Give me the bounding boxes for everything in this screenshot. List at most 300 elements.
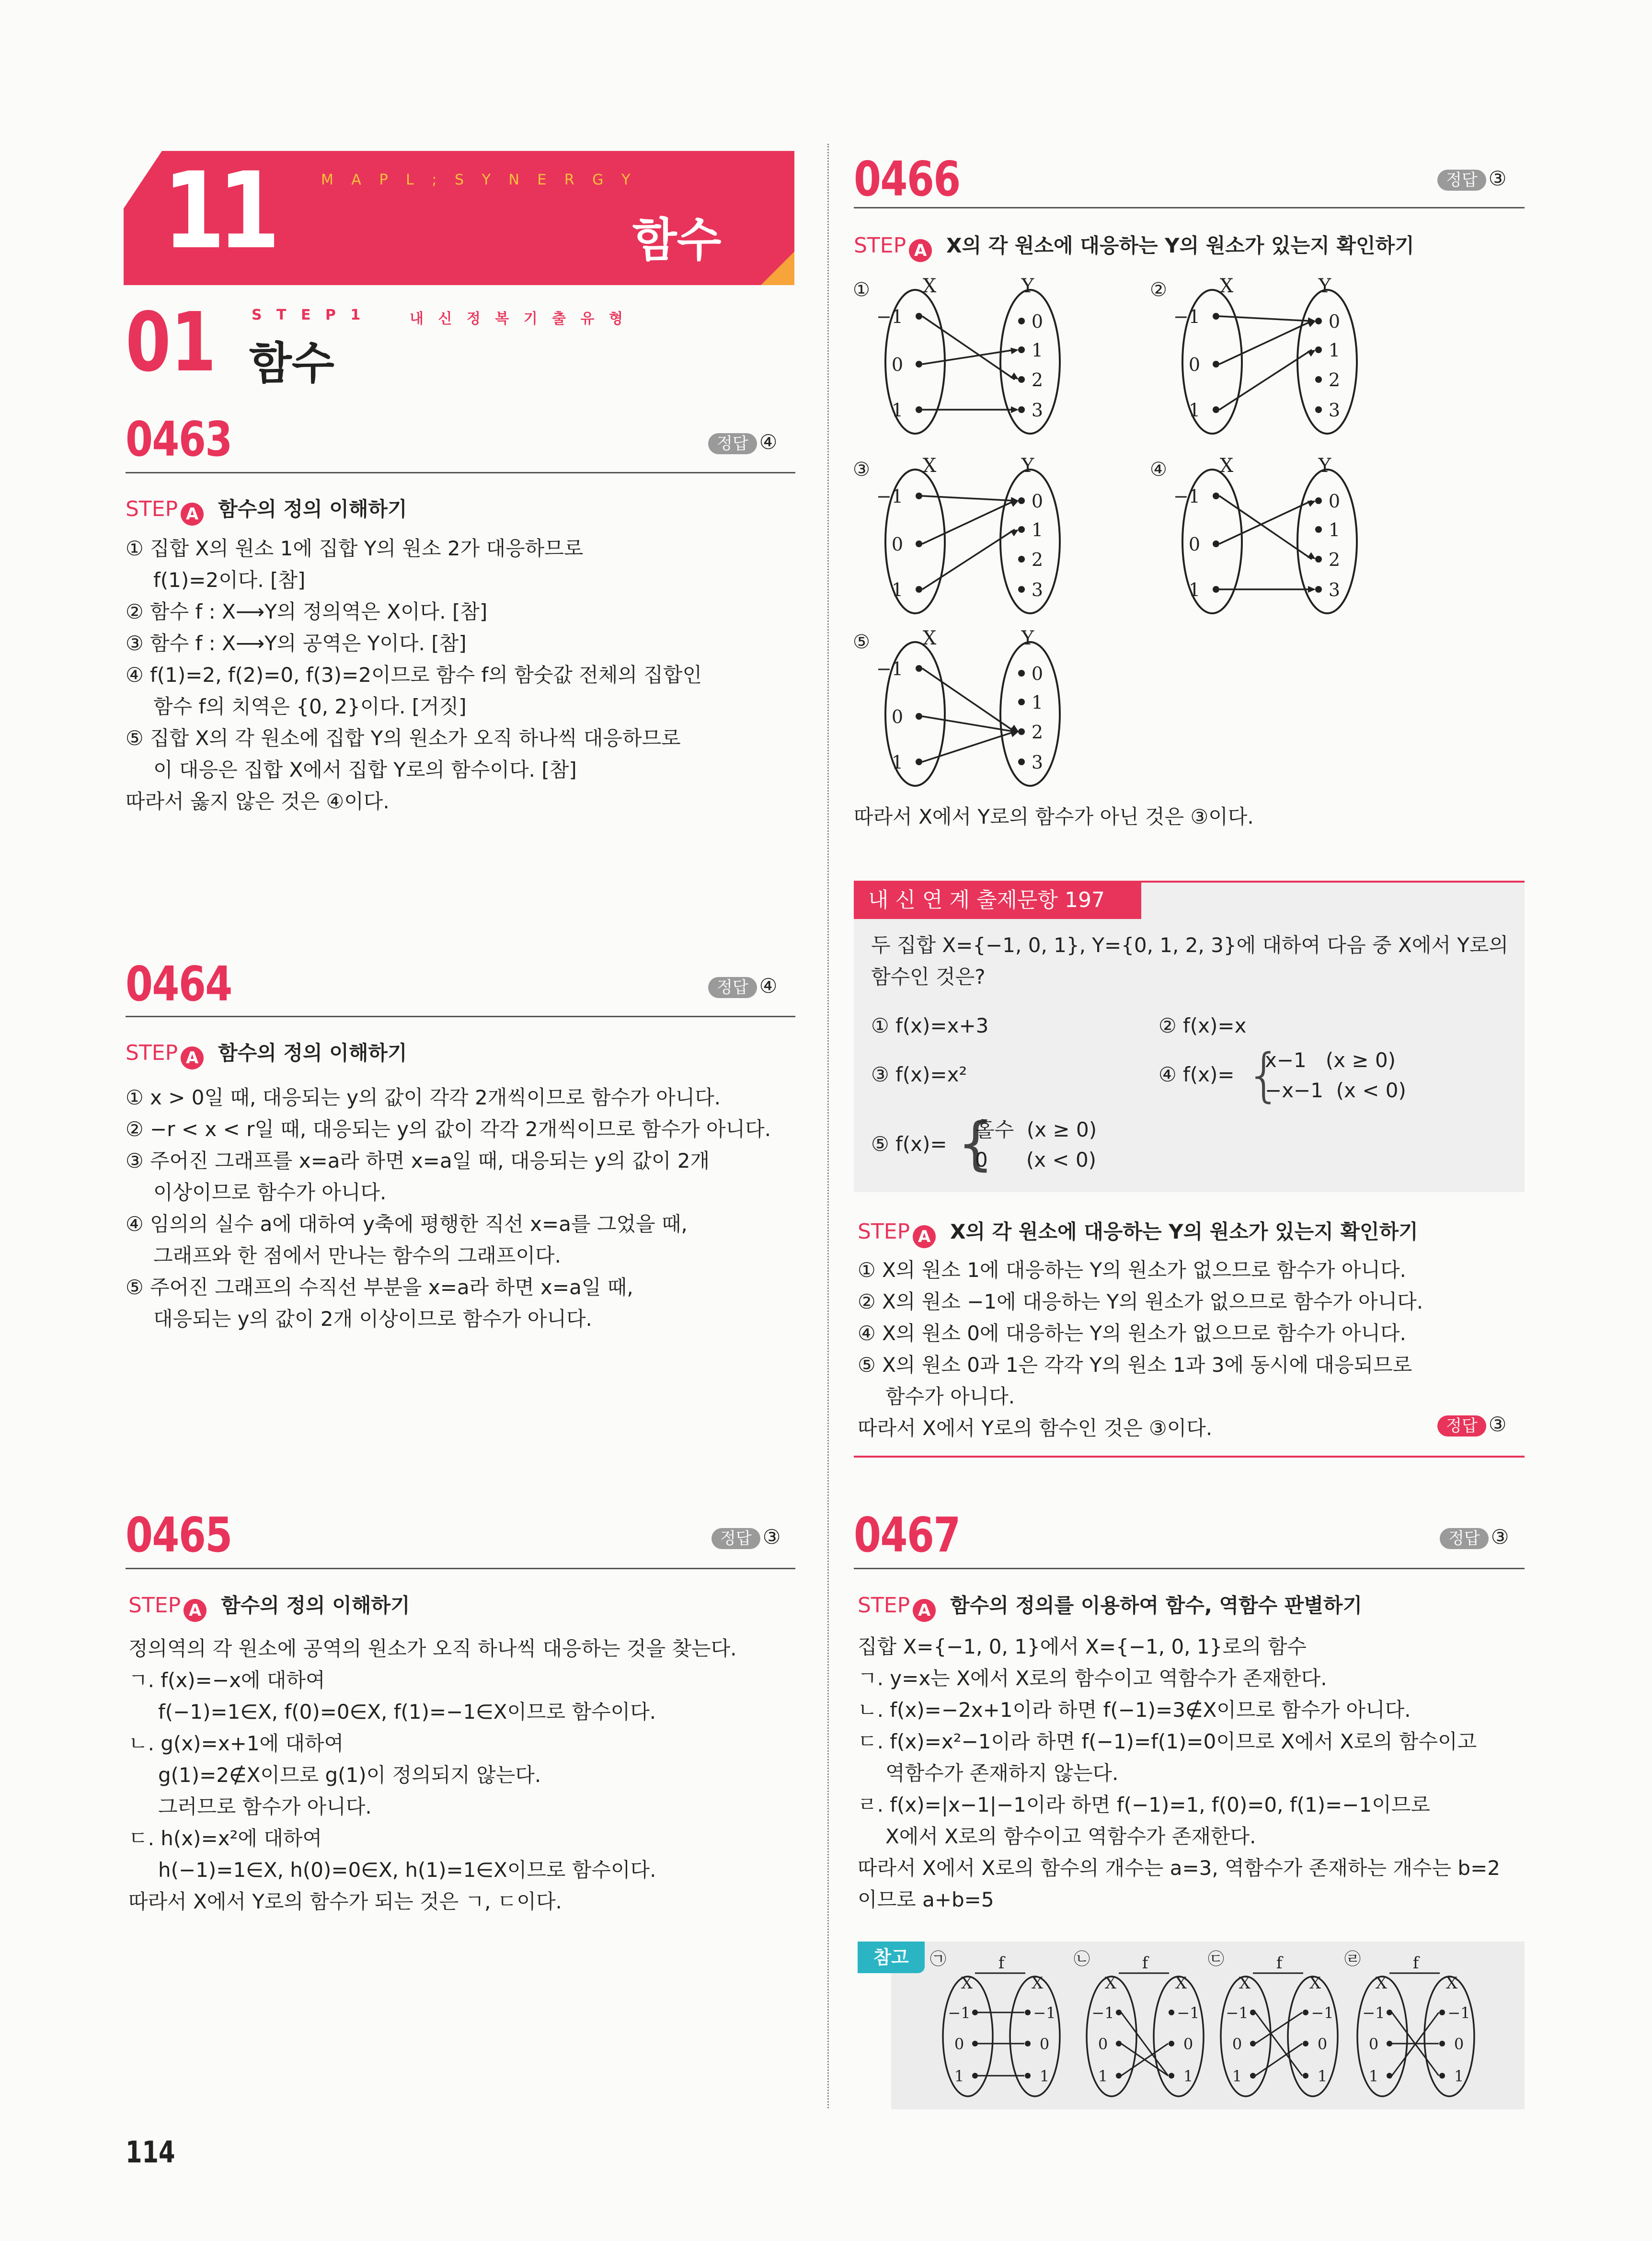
y-point <box>1303 2010 1308 2015</box>
solution-line: 따라서 X에서 Y로의 함수인 것은 ③이다. <box>858 1416 1213 1440</box>
solution-line: ⑤ 주어진 그래프의 수직선 부분을 x=a라 하면 x=a일 때, <box>126 1276 633 1299</box>
y-element: −1 <box>1311 2004 1334 2022</box>
set-x-ellipse <box>1221 1977 1271 2096</box>
y-point <box>1315 318 1322 324</box>
x-point <box>972 2041 978 2046</box>
solution-0463 <box>126 533 702 817</box>
set-x-label: X <box>1239 1974 1251 1993</box>
conclusion-0466: 따라서 X에서 Y로의 함수가 아닌 것은 ③이다. <box>854 805 1254 828</box>
set-x-label: X <box>1375 1974 1388 1993</box>
y-point <box>1315 346 1322 353</box>
solution-line: g(1)=2∉X이므로 g(1)이 정의되지 않는다. <box>158 1763 541 1787</box>
mapping-arrow <box>1121 2012 1168 2076</box>
answer-value: ③ <box>1488 1413 1507 1436</box>
y-point <box>1315 497 1322 504</box>
x-element: 1 <box>1188 400 1200 421</box>
y-element: 1 <box>1039 2067 1050 2085</box>
x-element: −1 <box>1091 2004 1114 2022</box>
set-y-ellipse <box>1010 1977 1060 2096</box>
solution-line: ③ 함수 f : X⟶Y의 공역은 Y이다. [참] <box>126 632 467 655</box>
choice-5: ⑤ f(x)= <box>871 1132 947 1156</box>
x-point <box>1387 2041 1392 2046</box>
answer-tag-0466 <box>1437 167 1506 190</box>
y-element: 0 <box>1039 2035 1050 2053</box>
diagram-label: ⑤ <box>853 631 870 653</box>
y-element: 1 <box>1454 2067 1464 2085</box>
diagram-label: ③ <box>853 459 870 481</box>
solution-line: 이 대응은 집합 X에서 집합 Y로의 함수이다. [참] <box>153 758 577 781</box>
x-point <box>1213 313 1219 320</box>
y-point <box>1018 376 1025 383</box>
y-element: 0 <box>1317 2035 1328 2053</box>
choice-4: ④ f(x)= <box>1159 1063 1235 1086</box>
solution-line: 따라서 옳지 않은 것은 ④이다. <box>126 790 390 813</box>
problem-number-0464: 0464 <box>126 956 232 1012</box>
solution-0467 <box>858 1631 1500 1916</box>
arrow-head <box>1010 346 1019 354</box>
y-element: −1 <box>1447 2004 1470 2022</box>
set-y-ellipse <box>1288 1977 1338 2096</box>
column-divider <box>827 144 829 2108</box>
section-number: 01 <box>126 295 217 390</box>
set-y-ellipse <box>1154 1977 1204 2096</box>
answer-badge: 정답 <box>708 977 757 998</box>
x-point <box>1250 2010 1256 2015</box>
solution-line: 이상이므로 함수가 아니다. <box>153 1181 387 1204</box>
y-element: 2 <box>1031 369 1044 391</box>
solution-line: ⑤ X의 원소 0과 1은 각각 Y의 원소 1과 3에 동시에 대응되므로 <box>858 1353 1412 1377</box>
x-point <box>1116 2010 1122 2015</box>
solution-line: 그러므로 함수가 아니다. <box>158 1795 372 1818</box>
x-element: 1 <box>1188 579 1200 600</box>
section-title: 함수 <box>249 338 334 389</box>
naesin-tag: 내 신 연 계 출제문항 197 <box>854 882 1141 919</box>
step-letter: A <box>909 239 932 262</box>
y-element: 0 <box>1031 663 1044 684</box>
y-point <box>1018 728 1025 735</box>
answer-value: ③ <box>762 1525 781 1549</box>
set-x-label: X <box>922 455 937 477</box>
y-element: 2 <box>1031 549 1044 570</box>
solution-line: ① 집합 X의 원소 1에 집합 Y의 원소 2가 대응하므로 <box>126 537 584 560</box>
y-point <box>1018 556 1025 563</box>
set-y-label: Y <box>1021 275 1034 297</box>
answer-badge: 정답 <box>711 1528 760 1549</box>
x-point <box>916 586 922 593</box>
diagram-label: ① <box>853 279 870 301</box>
note-label: ㉣ <box>1344 1950 1361 1969</box>
y-element: 2 <box>1031 722 1044 743</box>
y-element: 3 <box>1031 752 1044 773</box>
mapping-diagram <box>1150 455 1357 613</box>
divider <box>126 1568 795 1569</box>
solution-line: 이므로 a+b=5 <box>858 1888 994 1911</box>
y-point <box>1303 2041 1308 2046</box>
solution-0464 <box>126 1082 771 1335</box>
x-element: 1 <box>891 579 903 600</box>
set-x-label: X <box>1219 455 1234 477</box>
choice-3: ③ f(x)=x² <box>871 1063 967 1086</box>
x-element: 0 <box>891 706 903 727</box>
x-element: −1 <box>1362 2004 1385 2022</box>
question-line: 함수인 것은? <box>871 965 986 988</box>
y-element: 3 <box>1328 579 1341 600</box>
function-label: f <box>998 1954 1005 1973</box>
x-point <box>972 2073 978 2079</box>
y-element: 0 <box>1031 491 1044 512</box>
y-point <box>1025 2073 1031 2079</box>
mapping-arrow <box>1255 2044 1302 2076</box>
solution-line: ㄷ. h(x)=x²에 대하여 <box>128 1827 322 1850</box>
problem-number-0466: 0466 <box>854 151 960 207</box>
set-x-ellipse <box>943 1977 993 2096</box>
x-element: 0 <box>1368 2035 1379 2053</box>
x-element: −1 <box>948 2004 971 2022</box>
set-x-label: X <box>922 275 937 297</box>
arrow-head <box>1011 406 1019 413</box>
note-label: ㉡ <box>1074 1950 1090 1969</box>
y-point <box>1018 699 1025 705</box>
note-diagram <box>1074 1950 1204 2096</box>
y-point <box>1018 406 1025 413</box>
y-point <box>1315 526 1322 533</box>
mapping-arrow <box>922 732 1015 762</box>
y-point <box>1018 346 1025 353</box>
choice-5-case-1: 홀수 (x ≥ 0) <box>975 1118 1097 1141</box>
section-step-name: 내 신 정 복 기 출 유 형 <box>410 310 628 327</box>
solution-line: ② X의 원소 −1에 대응하는 Y의 원소가 없으므로 함수가 아니다. <box>858 1290 1423 1313</box>
step-header-0463 <box>126 494 407 526</box>
x-element: −1 <box>876 306 903 327</box>
question-line: 두 집합 X={−1, 0, 1}, Y={0, 1, 2, 3}에 대하여 다음 중 X에서 Y로의 <box>871 933 1509 957</box>
set-y-label: X <box>1446 1974 1458 1993</box>
y-point <box>1018 497 1025 504</box>
y-point <box>1018 526 1025 533</box>
x-point <box>1116 2041 1122 2046</box>
x-point <box>1387 2073 1392 2079</box>
y-element: 2 <box>1328 549 1341 570</box>
answer-value: ④ <box>759 430 778 454</box>
solution-line: ㄷ. f(x)=x²−1이라 하면 f(−1)=f(1)=0이므로 X에서 X로의 함수이고 <box>858 1730 1477 1753</box>
solution-line: 집합 X={−1, 0, 1}에서 X={−1, 0, 1}로의 함수 <box>858 1635 1307 1658</box>
x-element: 1 <box>1098 2067 1108 2085</box>
x-point <box>1213 406 1219 413</box>
y-element: 3 <box>1031 400 1044 421</box>
step-title: X의 각 원소에 대응하는 Y의 원소가 있는지 확인하기 <box>946 234 1414 257</box>
solution-line: ② −r < x < r일 때, 대응되는 y의 값이 각각 2개씩이므로 함수가 아니다. <box>126 1117 771 1141</box>
answer-tag-0465 <box>711 1525 780 1549</box>
x-point <box>1213 586 1219 593</box>
set-y-label: Y <box>1318 455 1331 477</box>
y-element: 0 <box>1183 2035 1193 2053</box>
step-header-0467 <box>858 1590 1362 1622</box>
solution-line: 따라서 X에서 X로의 함수의 개수는 a=3, 역함수가 존재하는 개수는 b=2 <box>858 1856 1501 1880</box>
brace-icon: { <box>1246 1042 1283 1109</box>
solution-line: h(−1)=1∈X, h(0)=0∈X, h(1)=1∈X이므로 함수이다. <box>158 1858 656 1882</box>
set-x-ellipse <box>1357 1977 1407 2096</box>
solution-line: ㄴ. g(x)=x+1에 대하여 <box>128 1732 344 1755</box>
y-element: 3 <box>1328 400 1341 421</box>
choice-1: ① f(x)=x+3 <box>871 1014 989 1037</box>
note-diagram <box>1344 1950 1474 2096</box>
x-element: 0 <box>1188 534 1200 555</box>
diagram-label: ④ <box>1150 459 1167 481</box>
solution-line: X에서 X로의 함수이고 역함수가 존재한다. <box>885 1825 1256 1848</box>
y-element: 1 <box>1183 2067 1193 2085</box>
answer-value: ③ <box>1488 167 1507 190</box>
solution-line: 정의역의 각 원소에 공역의 원소가 오직 하나씩 대응하는 것을 찾는다. <box>128 1637 737 1660</box>
step-title: 함수의 정의 이해하기 <box>218 1041 407 1065</box>
mapping-arrow <box>1255 2012 1302 2076</box>
solution-line: f(1)=2이다. [참] <box>153 568 306 592</box>
solution-line: ③ 주어진 그래프를 x=a라 하면 x=a일 때, 대응되는 y의 값이 2개 <box>126 1149 710 1172</box>
solution-line: ① x > 0일 때, 대응되는 y의 값이 각각 2개씩이므로 함수가 아니다. <box>126 1086 721 1109</box>
solution-0465 <box>128 1633 737 1918</box>
step-title: 함수의 정의 이해하기 <box>221 1594 410 1617</box>
answer-tag-0463 <box>708 430 777 454</box>
x-point <box>1213 361 1219 368</box>
set-y-ellipse <box>1000 470 1060 613</box>
y-point <box>1315 556 1322 563</box>
note-diagram <box>1208 1950 1338 2096</box>
x-element: 0 <box>891 534 903 555</box>
choice-4-case-2: −x−1 (x < 0) <box>1265 1079 1406 1102</box>
answer-tag-0464 <box>708 974 777 998</box>
y-point <box>1169 2010 1174 2015</box>
step-letter: A <box>913 1225 936 1248</box>
solution-line: 따라서 X에서 Y로의 함수가 되는 것은 ㄱ, ㄷ이다. <box>128 1890 562 1913</box>
x-point <box>1250 2041 1256 2046</box>
y-element: 0 <box>1031 311 1044 332</box>
mapping-diagram <box>853 627 1060 786</box>
x-point <box>1213 540 1219 547</box>
x-point <box>1387 2010 1392 2015</box>
x-element: 0 <box>954 2035 964 2053</box>
set-x-label: X <box>922 627 937 649</box>
y-point <box>1439 2073 1445 2079</box>
note-label: ㉢ <box>1208 1950 1224 1969</box>
problem-number-0465: 0465 <box>126 1507 232 1563</box>
x-element: −1 <box>876 486 903 507</box>
mapping-diagram <box>853 455 1060 613</box>
set-y-label: X <box>1309 1974 1321 1993</box>
y-point <box>1315 586 1322 593</box>
mapping-diagram <box>1150 275 1357 434</box>
set-y-ellipse <box>1000 290 1060 434</box>
y-point <box>1315 376 1322 383</box>
x-point <box>972 2010 978 2015</box>
answer-badge: 정답 <box>1437 1415 1486 1437</box>
y-point <box>1303 2073 1308 2079</box>
set-x-ellipse <box>1087 1977 1136 2096</box>
set-y-label: Y <box>1021 455 1034 477</box>
step-letter: A <box>913 1599 936 1622</box>
solution-line: 함수가 아니다. <box>885 1385 1015 1408</box>
y-element: 1 <box>1328 519 1341 540</box>
set-y-label: Y <box>1021 627 1034 649</box>
y-point <box>1025 2041 1031 2046</box>
x-element: −1 <box>1173 486 1200 507</box>
solution-naesin <box>858 1254 1423 1444</box>
y-point <box>1025 2010 1031 2015</box>
step-label: STEP <box>126 1041 178 1065</box>
step-label: STEP <box>858 1219 910 1244</box>
section-step-tag: S T E P 1 <box>252 307 366 323</box>
step-header-naesin <box>858 1216 1418 1248</box>
step-title: 함수의 정의를 이용하여 함수, 역함수 판별하기 <box>950 1594 1363 1617</box>
x-element: 1 <box>1232 2067 1242 2085</box>
x-point <box>916 313 922 320</box>
y-point <box>1018 318 1025 324</box>
x-point <box>1250 2073 1256 2079</box>
chapter-title: 함수 <box>632 213 722 267</box>
y-point <box>1315 406 1322 413</box>
solution-line: f(−1)=1∈X, f(0)=0∈X, f(1)=−1∈X이므로 함수이다. <box>158 1700 656 1724</box>
step-label: STEP <box>128 1593 181 1618</box>
x-point <box>1213 493 1219 499</box>
answer-badge: 정답 <box>1440 1528 1489 1549</box>
set-y-label: X <box>1175 1974 1187 1993</box>
function-label: f <box>1412 1954 1419 1973</box>
note-label: ㉠ <box>930 1950 946 1969</box>
choice-4-case-1: x−1 (x ≥ 0) <box>1265 1048 1396 1072</box>
divider <box>854 1456 1525 1458</box>
solution-line: ㄱ. f(x)=−x에 대하여 <box>128 1668 325 1692</box>
x-point <box>916 540 922 547</box>
set-x-label: X <box>1104 1974 1117 1993</box>
x-element: 0 <box>1232 2035 1242 2053</box>
note-diagram <box>930 1950 1060 2096</box>
step-title: X의 각 원소에 대응하는 Y의 원소가 있는지 확인하기 <box>950 1220 1418 1243</box>
x-point <box>1116 2073 1122 2079</box>
y-element: 1 <box>1317 2067 1328 2085</box>
answer-badge: 정답 <box>1437 170 1486 191</box>
solution-line: 역함수가 존재하지 않는다. <box>885 1761 1119 1785</box>
solution-line: 그래프와 한 점에서 만나는 함수의 그래프이다. <box>153 1244 561 1267</box>
y-point <box>1018 586 1025 593</box>
solution-line: ④ X의 원소 0에 대응하는 Y의 원소가 없으므로 함수가 아니다. <box>858 1322 1406 1345</box>
step-letter: A <box>184 1599 206 1622</box>
x-point <box>916 758 922 765</box>
set-y-ellipse <box>1424 1977 1474 2096</box>
y-point <box>1018 670 1025 677</box>
answer-tag-naesin <box>1437 1413 1506 1436</box>
y-point <box>1169 2073 1174 2079</box>
arrow-head <box>1308 586 1316 593</box>
divider <box>854 207 1525 208</box>
function-label: f <box>1276 1954 1283 1973</box>
solution-line: ㄱ. y=x는 X에서 X로의 함수이고 역함수가 존재한다. <box>858 1666 1327 1690</box>
step-label: STEP <box>854 233 906 258</box>
x-element: 0 <box>891 354 903 375</box>
mapping-arrow <box>1255 2012 1302 2044</box>
function-label: f <box>1142 1954 1148 1973</box>
x-element: 1 <box>954 2067 964 2085</box>
x-element: 1 <box>1368 2067 1379 2085</box>
solution-line: 함수 f의 치역은 {0, 2}이다. [거짓] <box>153 695 467 718</box>
mapping-arrow <box>1219 316 1312 321</box>
choice-2: ② f(x)=x <box>1159 1014 1247 1037</box>
y-element: 1 <box>1031 692 1044 713</box>
y-point <box>1439 2041 1445 2046</box>
x-point <box>916 406 922 413</box>
problem-number-0463: 0463 <box>126 411 232 467</box>
divider <box>854 1568 1525 1569</box>
x-element: 1 <box>891 400 903 421</box>
step-header-0466 <box>854 230 1414 262</box>
x-element: 0 <box>1098 2035 1108 2053</box>
naesin-question <box>871 930 1508 993</box>
solution-line: ② 함수 f : X⟶Y의 정의역은 X이다. [참] <box>126 600 488 623</box>
step-label: STEP <box>858 1593 910 1618</box>
mapping-diagram <box>853 275 1060 434</box>
divider <box>126 472 795 473</box>
x-element: −1 <box>1173 306 1200 327</box>
page-number: 114 <box>126 2135 175 2170</box>
step-header-0465 <box>128 1590 410 1622</box>
y-element: 0 <box>1328 491 1341 512</box>
answer-value: ④ <box>759 974 778 998</box>
y-element: 2 <box>1328 369 1341 391</box>
x-element: −1 <box>1226 2004 1249 2022</box>
x-point <box>916 713 922 720</box>
mapping-diagrams <box>853 268 1341 795</box>
y-element: −1 <box>1033 2004 1056 2022</box>
y-element: 1 <box>1328 340 1341 361</box>
solution-line: ㄴ. f(x)=−2x+1이라 하면 f(−1)=3∉X이므로 함수가 아니다. <box>858 1698 1411 1722</box>
note-diagrams <box>929 1945 1524 2108</box>
y-point <box>1169 2041 1174 2046</box>
solution-line: ① X의 원소 1에 대응하는 Y의 원소가 없으므로 함수가 아니다. <box>858 1258 1406 1282</box>
set-y-ellipse <box>1297 470 1357 613</box>
chapter-brand: M A P L ; S Y N E R G Y <box>321 172 637 188</box>
answer-tag-0467 <box>1440 1525 1509 1549</box>
y-point <box>1439 2010 1445 2015</box>
step-label: STEP <box>126 497 178 521</box>
note-tag: 참고 <box>858 1942 925 1973</box>
chapter-number: 11 <box>163 149 273 272</box>
solution-line: ④ f(1)=2, f(2)=0, f(3)=2이므로 함수 f의 함숫값 전체의 집합인 <box>126 663 702 687</box>
x-point <box>916 665 922 672</box>
y-element: 0 <box>1454 2035 1464 2053</box>
y-point <box>1018 758 1025 765</box>
x-element: 1 <box>891 752 903 773</box>
solution-line: ⑤ 집합 X의 각 원소에 집합 Y의 원소가 오직 하나씩 대응하므로 <box>126 726 681 750</box>
solution-line: 대응되는 y의 값이 2개 이상이므로 함수가 아니다. <box>153 1307 592 1331</box>
step-letter: A <box>181 1046 204 1069</box>
set-x-label: X <box>1219 275 1234 297</box>
step-title: 함수의 정의 이해하기 <box>218 497 407 521</box>
set-y-ellipse <box>1000 642 1060 786</box>
x-element: 0 <box>1188 354 1200 375</box>
y-element: 1 <box>1031 519 1044 540</box>
x-point <box>916 361 922 368</box>
set-y-label: X <box>1031 1974 1044 1993</box>
set-x-label: X <box>961 1974 973 1993</box>
y-element: 3 <box>1031 579 1044 600</box>
solution-line: ④ 임의의 실수 a에 대하여 y축에 평행한 직선 x=a를 그었을 때, <box>126 1212 688 1236</box>
divider <box>126 1016 795 1017</box>
answer-badge: 정답 <box>708 433 757 454</box>
choice-5-case-2: 0 (x < 0) <box>975 1148 1097 1172</box>
set-y-ellipse <box>1297 290 1357 434</box>
answer-value: ③ <box>1491 1525 1509 1549</box>
y-element: 0 <box>1328 311 1341 332</box>
solution-line: ㄹ. f(x)=|x−1|−1이라 하면 f(−1)=1, f(0)=0, f(1)=−1이므로 <box>858 1793 1430 1816</box>
y-element: −1 <box>1177 2004 1200 2022</box>
step-letter: A <box>181 503 204 526</box>
x-point <box>916 493 922 499</box>
